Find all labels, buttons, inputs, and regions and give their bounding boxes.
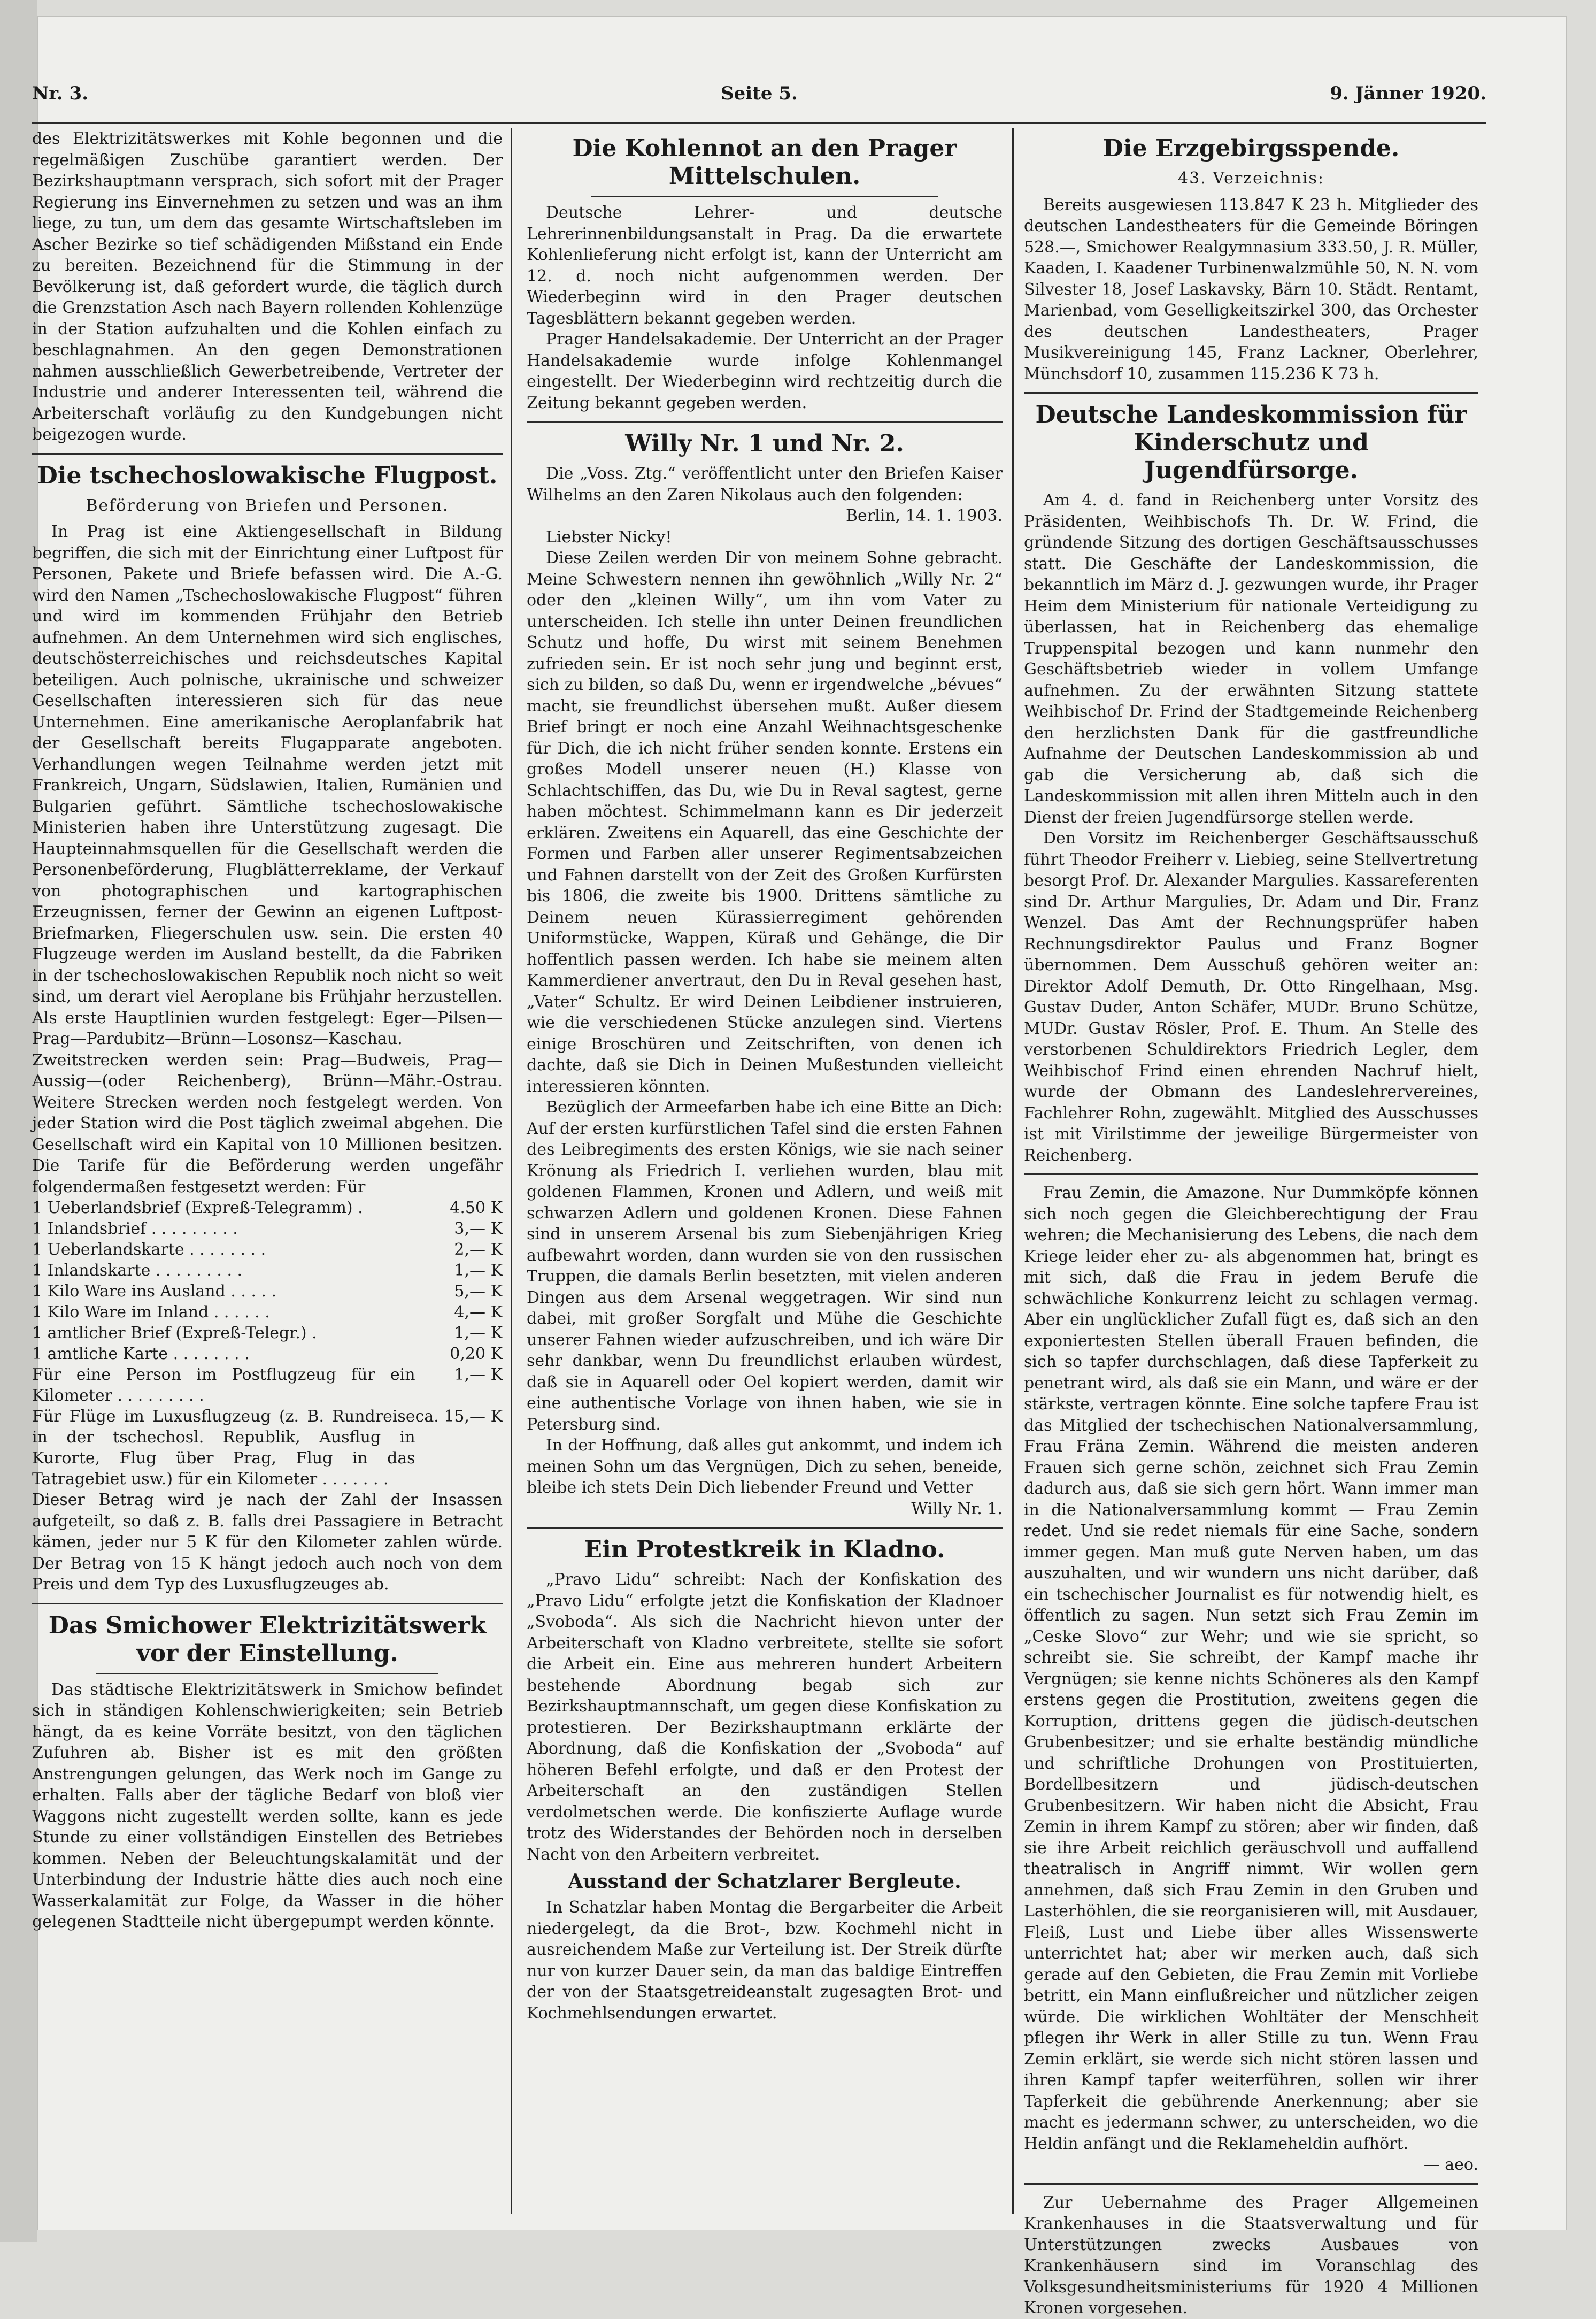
article-separator bbox=[527, 421, 1003, 423]
article-paragraph: Das städtische Elektrizitätswerk in Smichow befindet sich in ständigen Kohlenschwierigkeiten; sein Betrieb hängt, da es keine Vorräte besitzt, von den täglichen Zufuhren ab. Bisher ist es mit den größten Anstrengungen gelungen, das Werk noch im Gange zu erhalten. Falls aber der tägliche Bedarf von bloß vier Waggons nicht zugestellt werden sollte, kann es jede Stunde zu einer vollständigen Einstellen des Betriebes kommen. Neben der Beleuchtungskalamität und der Unterbindung der Industrie hätte dies auch noch eine Wasserkalamität zur Folge, da Wasser in die höher gelegenen Stadtteile nicht übergepumpt werden könnte. bbox=[32, 1680, 503, 1931]
article-title-smichow: Das Smichower Elektrizitätswerk vor der Einstellung. bbox=[48, 1611, 487, 1667]
article-paragraph: In Prag ist eine Aktiengesellschaft in Bildung begriffen, die sich mit der Einrichtung einer Luftpost für Personen, Pakete und Briefe befassen wird. Die A.-G. wird den Namen „Tschechoslowakische Flugpost“ führen und wird im kommenden Frühjahr den Betrieb aufnehmen. An dem Unternehmen wird sich englisches, deutschösterreichisches und reichsdeutsches Kapital beteiligen. Auch polnische, ukrainische und schweizer Gesellschaften interessieren sich für das neue Unternehmen. Eine amerikanische Aeroplanfabrik hat der Gesellschaft bereits Flugapparate angeboten. Verhandlungen wegen Teilnahme werden jetzt mit Frankreich, Ungarn, Südslawien, Italien, Rumänien und Bulgarien geführt. Sämtliche tschechoslowakische Ministerien haben ihre Unterstützung zugesagt. Die Haupteinnahmsquellen für die Gesellschaft werden die Personenbeförderung, Flugblätterreklame, der Verkauf von photographischen und kartographischen Erzeugnissen, ferner der Gewinn an eigenen Luftpost-Briefmarken, Fliegerschulen usw. sein. Die ersten 40 Flugzeuge werden im Ausland bestellt, da die Fabriken in der tschechoslowakischen Republik noch nicht so weit sind, um derart viel Aeroplane bis Frühjahr herzustellen. Als erste Hauptlinien wurden festgelegt: Eger—Pilsen—Prag—Pardubitz—Brünn—Losonsz—Kaschau. Zweitstrecken werden sein: Prag—Budweis, Prag—Aussig—(oder Reichenberg), Brünn—Mähr.-Ostrau. Weitere Strecken werden noch festgelegt werden. Von jeder Station wird die Post täglich zweimal abgehen. Die Gesellschaft wird ein Kapital von 10 Millionen besitzen. Die Tarife für die Beförderung werden ungefähr folgendermaßen festgesetzt werden: Für bbox=[32, 523, 503, 1196]
article-paragraph: Diese Zeilen werden Dir von meinem Sohne gebracht. Meine Schwestern nennen ihn gewöhnlich „Willy Nr. 2“ oder den „kleinen Willy“, um ihn vom Vater zu unterscheiden. Ich stelle ihn unter Deinen freundlichen Schutz und hoffe, Du wirst mit seinem Benehmen zufrieden sein. Er ist noch sehr jung und beginnt erst, sich zu bilden, so daß Du, wenn er irgendwelche „bévues“ macht, sie freundlichst übersehen mußt. Außer diesem Brief bringt er noch eine Anzahl Weihnachtsgeschenke für Dich, die ich nicht früher senden konnte. Erstens ein großes Modell unserer neuen (H.) Klasse von Schlachtschiffen, das Du, wie Du in Reval sagtest, gerne haben möchtest. Schimmelmann kann es Dir jederzeit erklären. Zweitens ein Aquarell, das eine Geschichte der Formen und Farben aller unserer Regimentsabzeichen und Fahnen darstellt von der Zeit des Großen Kurfürsten bis 1806, die zweite bis 1900. Drittens sämtliche zu Deinem neuen Kürassierregiment gehörenden Uniformstücke, Wappen, Küraß und Gehänge, die Dir hoffentlich passen werden. Ich habe sie meinem alten Kammerdiener anvertraut, den Du in Reval gesehen hast, „Vater“ Schultz. Er wird Deinen Leibdiener instruieren, wie die verschiedenen Stücke anzulegen sind. Viertens einige Broschüren und Zeitschriften, von denen ich dachte, daß sie Dich in Deinen Mußestunden vielleicht interessieren könnten. bbox=[527, 549, 1003, 1096]
column-rule-2 bbox=[1012, 128, 1014, 2214]
article-subtitle-flugpost: Beförderung von Briefen und Personen. bbox=[86, 496, 449, 515]
letter-signature: Willy Nr. 1. bbox=[911, 1499, 1003, 1518]
article-separator bbox=[1024, 392, 1478, 394]
column-3 bbox=[1024, 128, 1478, 2319]
article-intro: Die „Voss. Ztg.“ veröffentlicht unter den Briefen Kaiser Wilhelms an den Zaren Nikolaus auch den folgenden: bbox=[527, 464, 1003, 504]
article-paragraph: Am 4. d. fand in Reichenberg unter Vorsitz des Präsidenten, Weihbischofs Th. Dr. W. Frind, die gründende Sitzung des dortigen Geschäftsausschusses statt. Die Geschäfte der Landeskommission, die bekanntlich im März d. J. gezwungen wurde, ihr Prager Heim dem Ministerium für nationale Verteidigung zu überlassen, hat in Reichenberg das ehemalige Truppenspital bezogen und kann nunmehr den Geschäftsbetrieb wieder in vollem Umfange aufnehmen. Zu der erwähnten Sitzung stattete Weihbischof Dr. Frind der Stadtgemeinde Reichenberg den herzlichsten Dank für die gastfreundliche Aufnahme der Deutschen Landeskommission ab und gab die Versicherung ab, daß sich die Landeskommission mit allen ihren Mitteln auch in den Dienst der freien Jugendfürsorge stellen werde. bbox=[1024, 491, 1478, 827]
article-title-schatzlar: Ausstand der Schatzlarer Bergleute. bbox=[568, 1870, 961, 1893]
rate-row bbox=[32, 1239, 503, 1260]
article-paragraph: Prager Handelsakademie. Der Unterricht an der Prager Handelsakademie wurde infolge Kohlenmangel eingestellt. Der Wiederbeginn wird rechtzeitig durch die Zeitung bekannt gegeben werden. bbox=[527, 330, 1003, 412]
article-title-willy: Willy Nr. 1 und Nr. 2. bbox=[625, 430, 904, 457]
article-paragraph: In Schatzlar haben Montag die Bergarbeiter die Arbeit niedergelegt, da die Brot-, bzw. Kochmehl nicht in ausreichendem Maße zur Verteilung ist. Der Streik dürfte nur von kurzer Dauer sein, da man das baldige Eintreffen der von der Staatsgetreideanstalt zugesagten Brot- und Kochmehlsendungen erwartet. bbox=[527, 1898, 1003, 2023]
rate-item: 1 Ueberlandsbrief (Expreß-Telegramm) . bbox=[32, 1199, 363, 1217]
issue-number: Nr. 3. bbox=[32, 83, 89, 104]
rate-value: 0,20 K bbox=[450, 1345, 503, 1363]
rate-item: 1 Ueberlandskarte . . . . . . . . bbox=[32, 1240, 266, 1259]
article-title-kohlennot: Die Kohlennot an den Prager Mittelschulen. bbox=[572, 135, 957, 190]
rate-item: 1 Inlandsbrief . . . . . . . . . bbox=[32, 1219, 238, 1238]
issue-date: 9. Jänner 1920. bbox=[1330, 83, 1486, 104]
title-rule bbox=[591, 196, 938, 197]
rate-row bbox=[32, 1281, 503, 1302]
rate-item: Für eine Person im Postflugzeug für ein Kilometer . . . . . . . . . bbox=[32, 1365, 415, 1405]
page-number: Seite 5. bbox=[721, 83, 798, 104]
rate-item: 1 Kilo Ware ins Ausland . . . . . bbox=[32, 1282, 277, 1301]
rate-row bbox=[32, 1197, 503, 1218]
rate-row bbox=[32, 1218, 503, 1239]
rate-value: ca. 15,— K bbox=[415, 1407, 503, 1426]
article-separator bbox=[1024, 2183, 1478, 2185]
rate-value: 5,— K bbox=[454, 1282, 503, 1301]
continued-paragraph: des Elektrizitätswerkes mit Kohle begonnen und die regelmäßigen Zuschübe garantiert werden. Der Bezirkshauptmann versprach, sich sofort mit der Prager Regierung ins Einvernehmen zu setzen und was an ihm liege, zu tun, um dem das gesamte Wirtschaftsleben im Ascher Bezirke so tief schädigenden Mißstand ein Ende zu bereiten. Bezeichnend für die Stimmung in der Bevölkerung ist, daß gefordert wurde, die täglich durch die Grenzstation Asch nach Bayern rollenden Kohlenzüge in der Station aufzuhalten und die Kohlen einfach zu beschlagnahmen. An den gegen Demonstrationen nahmen ausschließlich Gewerbetreibende, Vertreter der Industrie und anderer Interessenten teil, während die Arbeiterschaft vorläufig zu den Kundgebungen nicht beigezogen wurde. bbox=[32, 129, 503, 444]
article-paragraph: Dieser Betrag wird je nach der Zahl der Insassen aufgeteilt, so daß z. B. falls drei Passagiere in Betracht kämen, jeder nur 5 K für den Kilometer zahlen würde. Der Betrag von 15 K hängt jedoch auch noch von dem Preis und dem Typ des Luxusflugzeuges ab. bbox=[32, 1491, 503, 1594]
article-paragraph: Den Vorsitz im Reichenberger Geschäftsausschuß führt Theodor Freiherr v. Liebieg, seine Stellvertretung besorgt Prof. Dr. Alexander Margulies. Kassareferenten sind Dr. Arthur Margulies, Dr. Adam und Dir. Franz Wenzel. Das Amt der Rechnungsprüfer haben Rechnungsdirektor Paulus und Franz Bogner übernommen. Dem Ausschuß gehören weiter an: Direktor Adolf Demuth, Dr. Otto Ringelhaan, Msg. Gustav Duder, Anton Schäfer, MUDr. Bruno Schütze, MUDr. Gustav Rösler, Prof. E. Thum. An Stelle des verstorbenen Schuldirektors Friedrich Legler, dem Weihbischof Frind einen ehrenden Nachruf hielt, wurde der Obmann des Landeslehrervereines, Fachlehrer Rohn, zugewählt. Mitglied des Ausschusses ist mit Virilstimme der jeweilige Bürgermeister von Reichenberg. bbox=[1024, 829, 1478, 1165]
article-paragraph: „Pravo Lidu“ schreibt: Nach der Konfiskation des „Pravo Lidu“ erfolgte jetzt die Konfiskation der Kladnoer „Svoboda“. Als sich die Nachricht hievon unter der Arbeiterschaft von Kladno verbreitete, stellte sie sofort die Arbeit ein. Eine aus mehreren hundert Arbeitern bestehende Abordnung begab sich zur Bezirkshauptmannschaft, um gegen diese Konfiskation zu protestieren. Der Bezirkshauptmann erklärte der Abordnung, daß die Konfiskation der „Svoboda“ auf höheren Befehl erfolgte, und daß er den Protest der Arbeiterschaft an den zuständigen Stellen verdolmetschen werde. Die konfiszierte Auflage wurde trotz des Widerstandes der Behörden noch in derselben Nacht von den Arbeitern verbreitet. bbox=[527, 1570, 1003, 1864]
rate-item: 1 amtliche Karte . . . . . . . . bbox=[32, 1345, 250, 1363]
article-paragraph: Deutsche Lehrer- und deutsche Lehrerinnenbildungsanstalt in Prag. Da die erwartete Kohlenlieferung nicht erfolgt ist, kann der Unterricht am 12. d. noch nicht aufgenommen werden. Der Wiederbeginn wird in den Prager deutschen Tagesblättern bekannt gegeben werden. bbox=[527, 203, 1003, 328]
rate-row bbox=[32, 1260, 503, 1281]
article-signature: — aeo. bbox=[1423, 2155, 1478, 2174]
column-1 bbox=[32, 128, 503, 1933]
title-rule bbox=[96, 1673, 438, 1674]
column-rule-1 bbox=[511, 128, 512, 2214]
rate-item: 1 Inlandskarte . . . . . . . . . bbox=[32, 1261, 243, 1280]
article-paragraph: Zur Uebernahme des Prager Allgemeinen Krankenhauses in die Staatsverwaltung und für Unterstützungen zwecks Ausbaues von Krankenhäusern sind im Voranschlag des Volksgesundheitsministeriums für 1920 4 Millionen Kronen vorgesehen. bbox=[1024, 2193, 1478, 2317]
article-paragraph: Frau Zemin, die Amazone. Nur Dummköpfe können sich noch gegen die Gleichberechtigung der Frau wehren; die Mechanisierung des Lebens, die nach dem Kriege leider eher zu- als abgenommen hat, bringt es mit sich, daß die Frau in jedem Berufe die schwächliche Konkurrenz leicht zu schlagen vermag. Aber ein unglücklicher Zufall fügt es, daß sich an den exponiertesten Stellen überall Frauen befinden, die sich so tapfer durchschlagen, daß diese Tapferkeit zu penetrant wird, als daß sie ein Mann, und wäre er der stärkste, vertragen könnte. Eine solche tapfere Frau ist das Mitglied der tschechischen Nationalversammlung, Frau Fräna Zemin. Während die meisten anderen Frauen sich gerne schön, zeichnet sich Frau Zemin dadurch aus, daß sie sich gern hört. Wann immer man in die Nationalversammlung kommt — Frau Zemin redet. Und sie redet niemals für eine Sache, sondern immer gegen. Man muß gute Nerven haben, um das auszuhalten, und wir wundern uns nicht darüber, daß ein tschechischer Journalist es für notwendig hielt, es öffentlich zu sagen. Nun setzt sich Frau Zemin im „Ceske Slovo“ zur Wehr; und wie sie spricht, so schreibt sie. Sie schreibt, der Kampf mache ihr Vergnügen; sie kenne nichts Schöneres als den Kampf erstens gegen die Prostitution, zweitens gegen die Korruption, drittens gegen die jüdisch-deutschen Grubenbesitzer; und sie erhalte beständig mündliche und schriftliche Drohungen von Prostituierten, Bordellbesitzern und jüdisch-deutschen Grubenbesitzern. Wir haben nicht die Absicht, Frau Zemin in ihrem Kampf zu stören; aber wir finden, daß sie ihre Arbeit reichlich geräuschvoll und auffallend theatralisch in Angriff nimmt. Wir wollen gern annehmen, daß sich Frau Zemin in den Gruben und Lasterhöhlen, die sie reorganisieren will, mit Ausdauer, Fleiß, Lust und Liebe über alles Wissenswerte unterrichtet hat; aber wir merken auch, daß sich gerade auf den Gebieten, die Frau Zemin mit Vorliebe betritt, ein Mann einflußreicher und nützlicher zeigen würde. Die wirklichen Wohltäter der Menschheit pflegen ihr Werk in aller Stille zu tun. Wenn Frau Zemin erklärt, sie werde sich nicht stören lassen und ihren Kampf tapfer weiterführen, sollen wir ihrer Tapferkeit die gebührende Anerkennung; aber sie macht es jedermann schwer, zu unterscheiden, wo die Heldin anfängt und die Reklameheldin aufhört. bbox=[1024, 1184, 1478, 2153]
page-header bbox=[32, 72, 1486, 115]
rate-row bbox=[32, 1364, 503, 1406]
article-separator bbox=[32, 1603, 503, 1604]
rate-table bbox=[32, 1197, 503, 1489]
article-title-flugpost: Die tschechoslowakische Flugpost. bbox=[37, 462, 498, 489]
rate-row bbox=[32, 1323, 503, 1343]
article-title-landeskommission: Deutsche Landeskommission für Kinderschutz und Jugendfürsorge. bbox=[1035, 401, 1467, 484]
header-rule bbox=[32, 122, 1486, 124]
rate-value: 1,— K bbox=[454, 1324, 503, 1342]
letter-date: Berlin, 14. 1. 1903. bbox=[845, 506, 1003, 525]
rate-value: 1,— K bbox=[454, 1261, 503, 1280]
rate-row bbox=[32, 1343, 503, 1364]
rate-value: 1,— K bbox=[454, 1365, 503, 1384]
article-subtitle-verzeichnis: 43. Verzeichnis: bbox=[1178, 169, 1324, 188]
rate-row bbox=[32, 1302, 503, 1323]
article-separator bbox=[527, 1527, 1003, 1529]
article-title-erzgebirge: Die Erzgebirgsspende. bbox=[1102, 135, 1400, 162]
rate-value: 4,— K bbox=[454, 1303, 503, 1322]
article-paragraph: Bereits ausgewiesen 113.847 K 23 h. Mitglieder des deutschen Landestheaters für die Gemeinde Böringen 528.—, Smichower Realgymnasium 333.50, J. R. Müller, Kaaden, I. Kaadener Turbinenwalzmühle 50, N. N. vom Silvester 18, Josef Laskavsky, Bärn 10. Städt. Rentamt, Marienbad, vom Geselligkeitszirkel 300, das Orchester des deutschen Landestheaters, Prager Musikvereinigung 145, Franz Lackner, Oberlehrer, Münchsdorf 10, zusammen 115.236 K 73 h. bbox=[1024, 195, 1478, 383]
rate-value: 3,— K bbox=[454, 1219, 503, 1238]
letter-salutation: Liebster Nicky! bbox=[546, 527, 672, 547]
rate-row bbox=[32, 1406, 503, 1489]
column-2 bbox=[527, 128, 1003, 2024]
rate-value: 4.50 K bbox=[450, 1199, 503, 1217]
rate-item: Für Flüge im Luxusflugzeug (z. B. Rundreise in der tschechosl. Republik, Ausflug in Kurorte, Flug über Prag, Flug in das Tatragebiet usw.) für ein Kilometer . . . . . . . bbox=[32, 1407, 415, 1488]
rate-item: 1 amtlicher Brief (Expreß-Telegr.) . bbox=[32, 1324, 317, 1342]
article-paragraph: In der Hoffnung, daß alles gut ankommt, und indem ich meinen Sohn um das Vergnügen, Dich zu sehen, beneide, bleibe ich stets Dein Dich liebender Freund und Vetter bbox=[527, 1436, 1003, 1497]
article-separator bbox=[1024, 1173, 1478, 1175]
article-title-kladno: Ein Protestkreik in Kladno. bbox=[584, 1536, 945, 1563]
rate-item: 1 Kilo Ware im Inland . . . . . . bbox=[32, 1303, 270, 1322]
article-paragraph: Bezüglich der Armeefarben habe ich eine Bitte an Dich: Auf der ersten kurfürstlichen Tafel sind die ersten Fahnen des Leibregiments des ersten Königs, wie sie nach seiner Krönung als Friedrich I. verliehen wurden, blau mit goldenen Flammen, Kronen und Adlern, und weiß mit schwarzen Adlern und goldenen Kronen. Diese Fahnen sind in unserem Arsenal bis zum Siebenjährigen Krieg aufbewahrt worden, dann wurden sie von den russischen Truppen, die damals Berlin besetzten, mit vielen anderen Dingen aus dem Arsenal weggetragen. Wir sind nun dabei, mit großer Sorgfalt und Mühe die Geschichte unserer Fahnen wieder aufzuschreiben, und ich wäre Dir sehr dankbar, wenn Du freundlichst erlauben würdest, daß sie in Aquarell oder Oel kopiert werden, damit wir eine authentische Vorlage von ihnen haben, wie sie in Petersburg sind. bbox=[527, 1098, 1003, 1434]
article-separator bbox=[32, 453, 503, 455]
rate-value: 2,— K bbox=[454, 1240, 503, 1259]
